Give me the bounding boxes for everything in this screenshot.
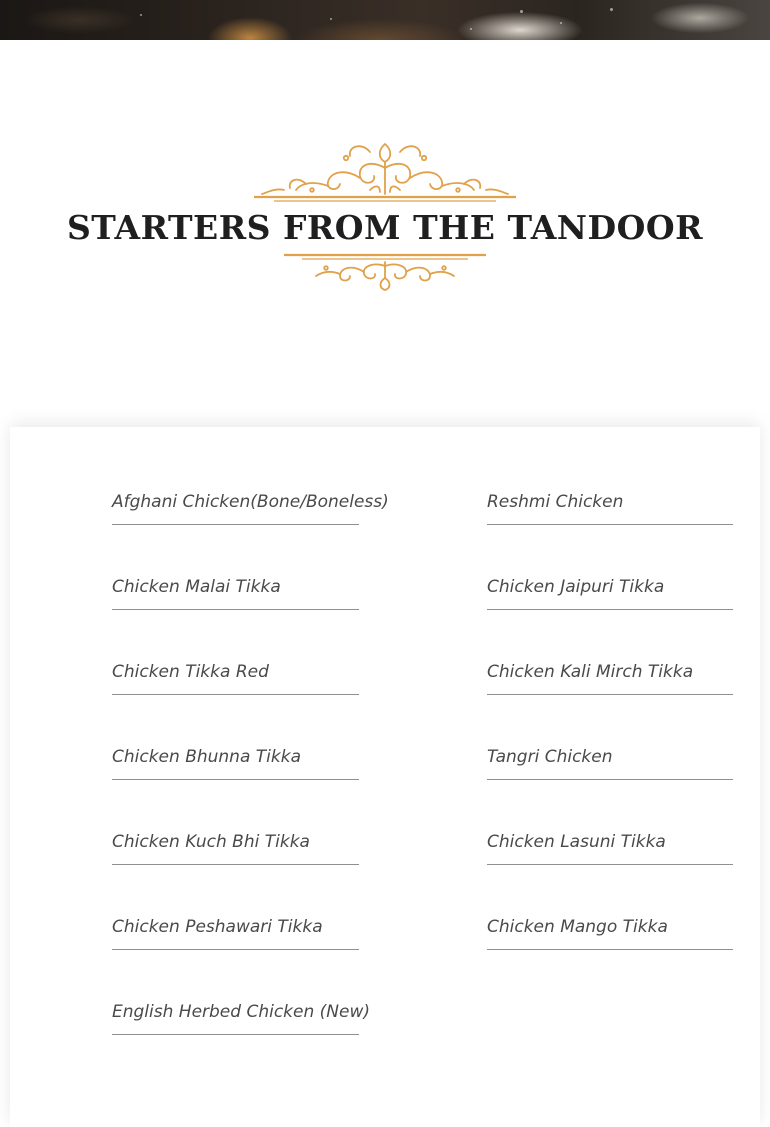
hero-speck	[140, 14, 142, 16]
menu-item[interactable]	[487, 490, 733, 575]
menu-item[interactable]	[487, 830, 733, 915]
menu-item-label: Afghani Chicken(Bone/Boneless)	[112, 490, 359, 525]
menu-item[interactable]	[112, 915, 359, 1000]
menu-item[interactable]	[487, 745, 733, 830]
menu-column-right	[487, 490, 733, 1000]
menu-item[interactable]	[112, 745, 359, 830]
menu-item-label: Chicken Kali Mirch Tikka	[487, 660, 733, 695]
hero-speck	[470, 28, 472, 30]
menu-item-label: Chicken Mango Tikka	[487, 915, 733, 950]
menu-item-label: Chicken Malai Tikka	[112, 575, 359, 610]
menu-item-label: Reshmi Chicken	[487, 490, 733, 525]
menu-column-left	[112, 490, 389, 1085]
hero-speck	[560, 22, 562, 24]
menu-item-label: English Herbed Chicken (New)	[112, 1000, 359, 1035]
menu-item-label: Chicken Bhunna Tikka	[112, 745, 359, 780]
menu-item-label: Chicken Tikka Red	[112, 660, 359, 695]
filigree-ornament-bottom-icon	[280, 252, 490, 292]
hero-speck	[610, 8, 613, 11]
hero-speck	[520, 10, 523, 13]
menu-item[interactable]	[112, 575, 359, 660]
section-title: STARTERS FROM THE TANDOOR	[66, 208, 704, 247]
menu-item-label: Chicken Kuch Bhi Tikka	[112, 830, 359, 865]
menu-card	[10, 427, 760, 1127]
menu-item[interactable]	[112, 830, 359, 915]
menu-item[interactable]	[487, 660, 733, 745]
section-heading	[0, 130, 770, 300]
menu-item-label: Chicken Peshawari Tikka	[112, 915, 359, 950]
filigree-ornament-top-icon	[250, 138, 520, 204]
hero-image-strip	[0, 0, 770, 40]
menu-item[interactable]	[112, 660, 359, 745]
hero-speck	[330, 18, 332, 20]
menu-item[interactable]	[112, 1000, 371, 1085]
menu-item[interactable]	[487, 575, 733, 660]
menu-item-label: Chicken Lasuni Tikka	[487, 830, 733, 865]
menu-item[interactable]	[112, 490, 389, 575]
menu-item-label: Chicken Jaipuri Tikka	[487, 575, 733, 610]
menu-item[interactable]	[487, 915, 733, 1000]
menu-item-label: Tangri Chicken	[487, 745, 733, 780]
